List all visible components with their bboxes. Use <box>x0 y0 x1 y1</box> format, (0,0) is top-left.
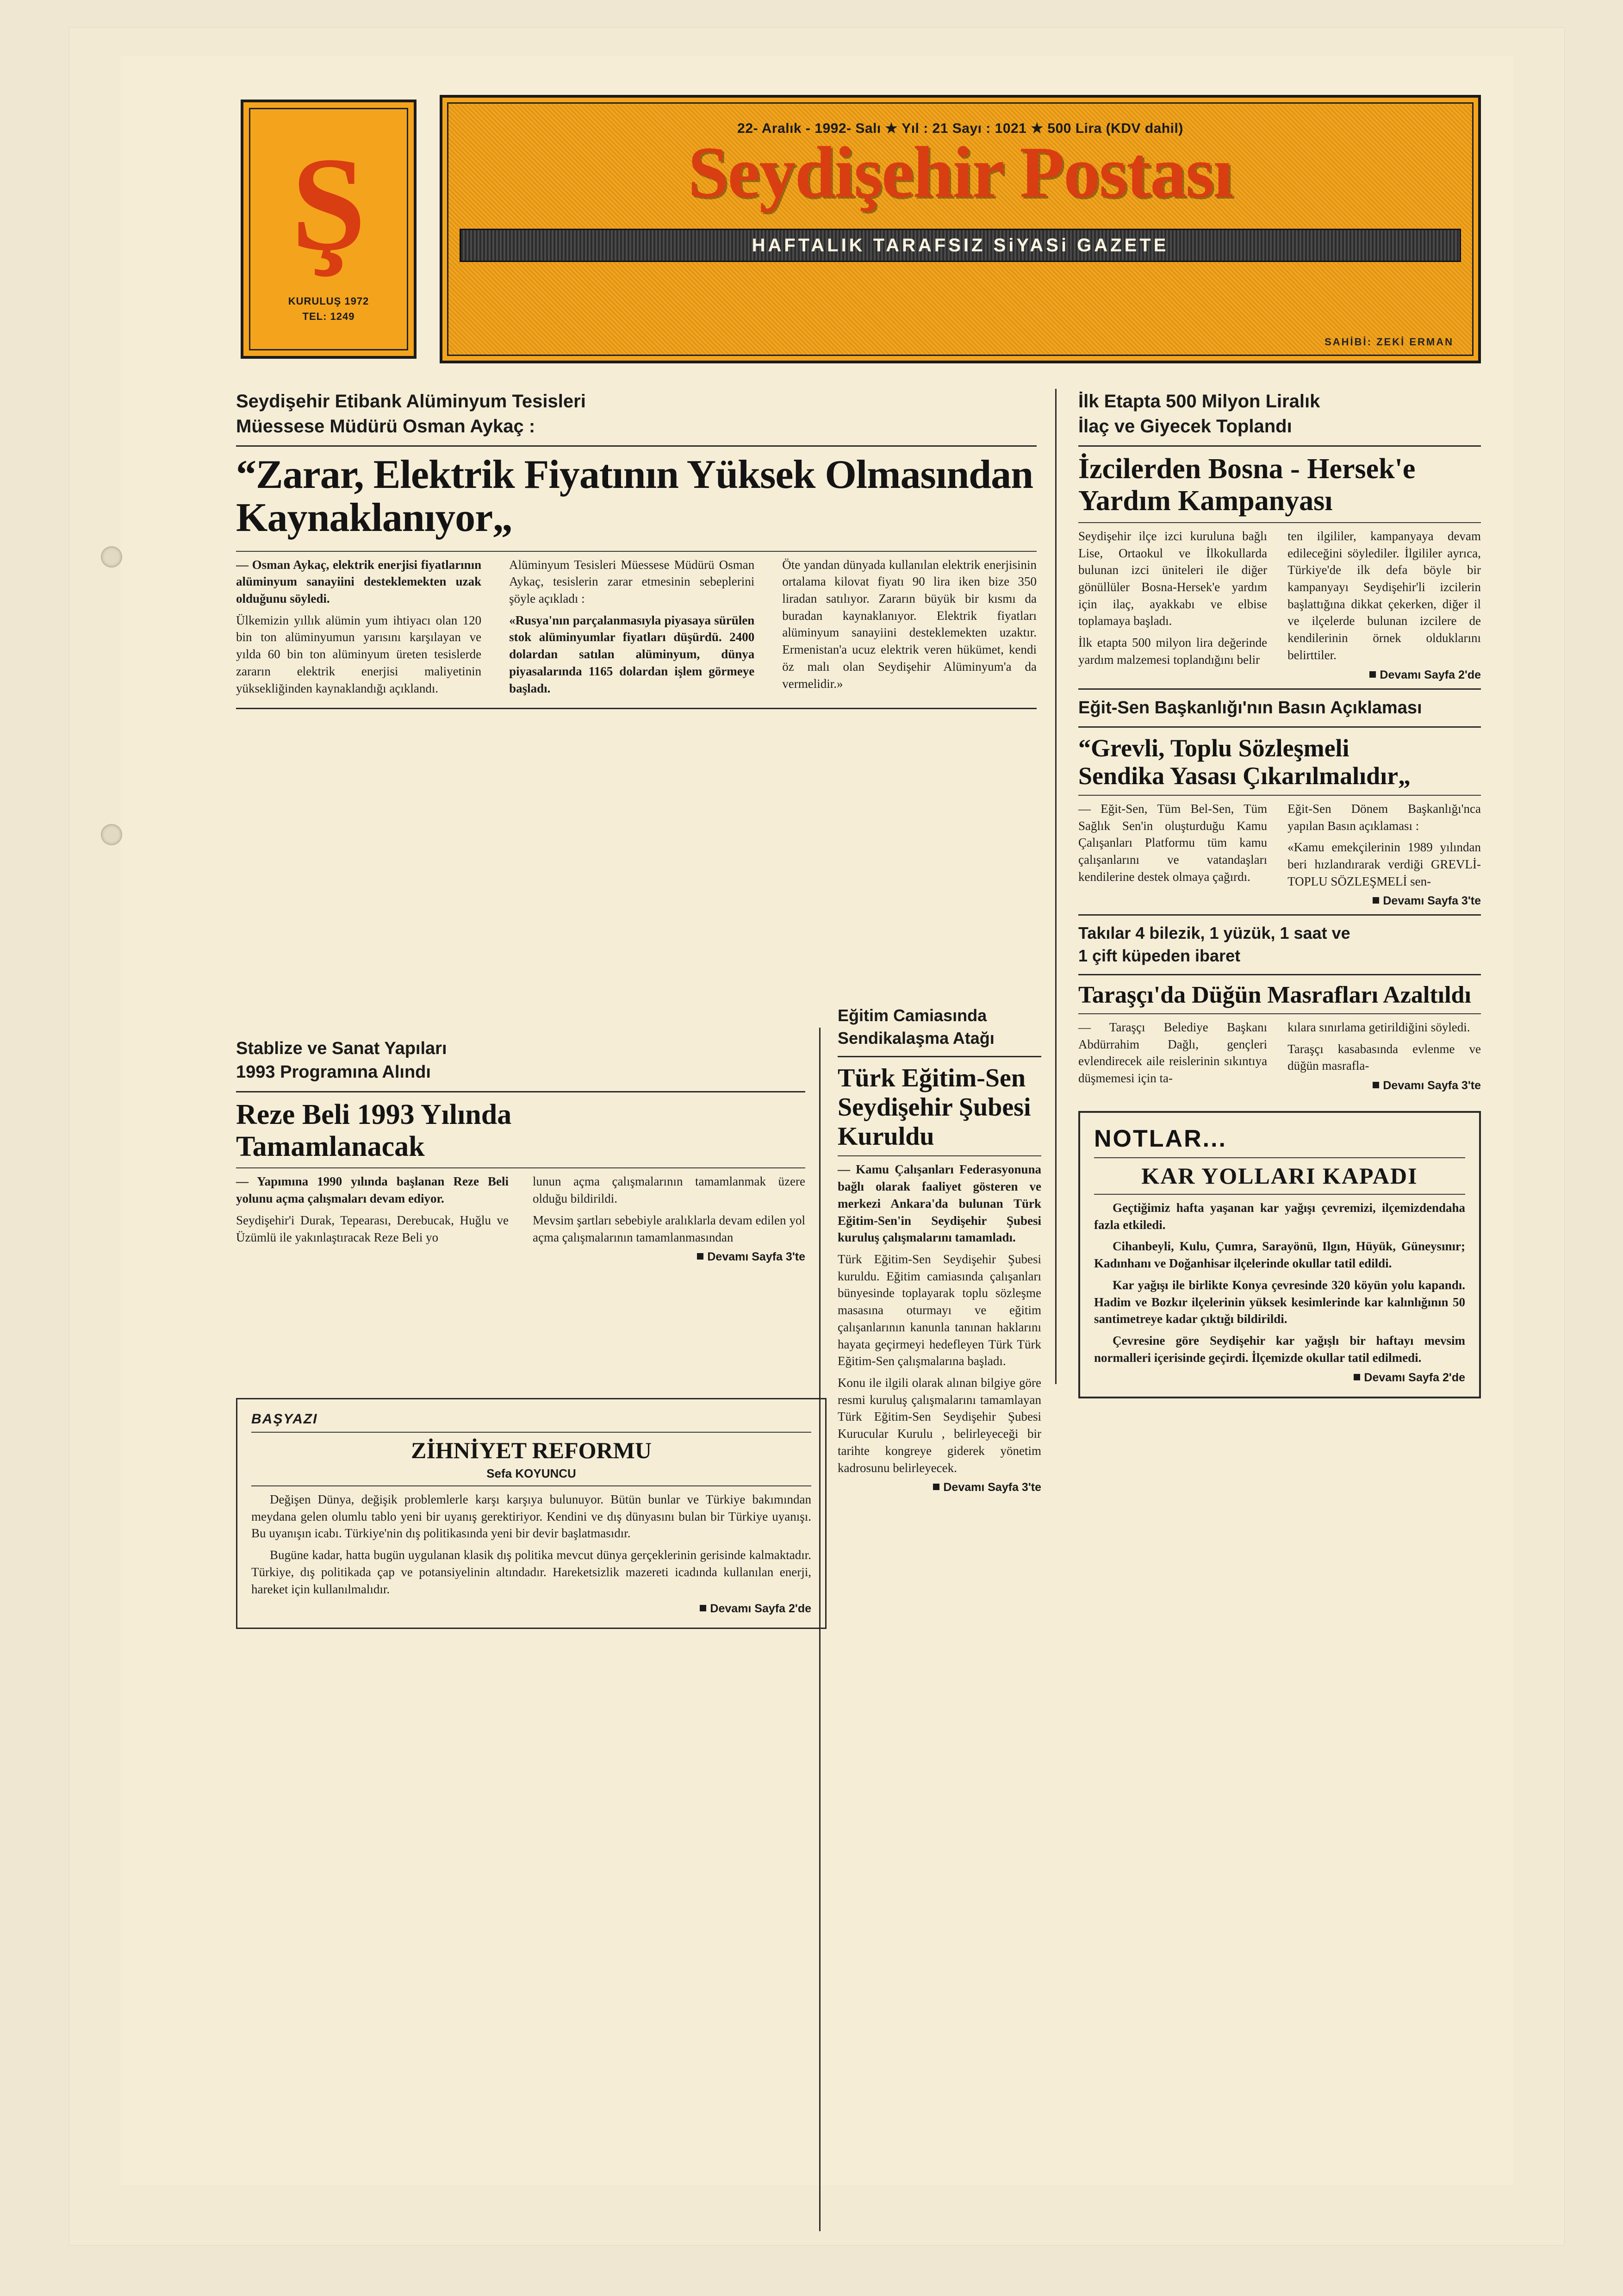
stablize-col1-body: Seydişehir'i Durak, Tepearası, Derebucak, Huğlu ve Üzümlü ile yakınlaştıracak Reze Beli yo <box>236 1213 509 1244</box>
izciler-kicker <box>1078 389 1481 439</box>
newspaper-sheet <box>120 56 1513 2185</box>
egitsen-columns <box>1078 800 1481 908</box>
divider <box>1094 1194 1465 1195</box>
egitsen-col1: — Eğit-Sen, Tüm Bel-Sen, Tüm Sağlık Sen'in oluşturduğu Kamu Çalışanları Platformu tüm kamu çalışanlarını ve vatandaşları kendilerine destek olmaya çağırdı. <box>1078 801 1268 884</box>
egitim-headline <box>838 1064 1041 1151</box>
divider <box>236 445 1037 447</box>
notlar-paragraph-2: Cihanbeyli, Kulu, Çumra, Sarayönü, Ilgın, Hüyük, Güneysınır; Kadınhanı ve Doğanhisar ilçelerinde okullar tatil edildi. <box>1094 1239 1465 1271</box>
egitsen-continuation[interactable]: Devamı Sayfa 3'te <box>1287 894 1481 908</box>
masthead-tagline: HAFTALIK TARAFSIZ SiYASi GAZETE <box>752 235 1169 256</box>
divider <box>1078 688 1481 690</box>
stablize-column-2 <box>521 1173 805 1264</box>
egitsen-headline <box>1078 734 1481 790</box>
lead-article <box>236 389 1037 716</box>
egitsen-headline-line1: “Grevli, Toplu Sözleşmeli <box>1078 734 1349 762</box>
stablize-col2-body: lunun açma çalışmalarının tamamlanmak üzere olduğu bildirildi. <box>533 1174 805 1206</box>
masthead-owner: SAHİBİ: ZEKİ ERMAN <box>1325 336 1454 348</box>
tarasci-kicker-line2: 1 çift küpeden ibaret <box>1078 946 1241 966</box>
tarasci-column-2 <box>1277 1019 1481 1092</box>
izciler-col1-p1: Seydişehir ilçe izci kuruluna bağlı Lise, Ortaokul ve İlkokullarda bulunan izci üniteleri ile diğer gönüllüler Bosna-Hersek'e yardım için ilaç, ayakkabı ve elbise toplamaya başladı. <box>1078 529 1268 628</box>
column-rule <box>819 1028 821 2231</box>
lead-column-1 <box>236 556 495 702</box>
masthead <box>440 95 1481 363</box>
notlar-title: KAR YOLLARI KAPADI <box>1141 1163 1418 1189</box>
editorial-box <box>236 1398 827 1629</box>
divider <box>251 1485 811 1486</box>
egitsen-headline-line2: Sendika Yasası Çıkarılmalıdır„ <box>1078 762 1411 790</box>
lead-col2-body: «Rusya'nın parçalanmasıyla piyasaya sürülen stok alüminyumlar fiyatları düşürdü. 2400 dolardan satılan alüminyum, dünya piyasalarında 1165 dolardan işlem görmeye başladı. <box>509 613 755 695</box>
lead-col2-lead: Alüminyum Tesisleri Müessese Müdürü Osman Aykaç, tesislerin zarar etmesinin sebeplerini şöyle açıkladı : <box>509 557 755 605</box>
egitsen-col2-a: Eğit-Sen Dönem Başkanlığı'nca yapılan Basın açıklaması : <box>1287 801 1481 833</box>
notlar-continuation[interactable]: Devamı Sayfa 2'de <box>1094 1371 1465 1385</box>
square-bullet-icon <box>1369 671 1376 678</box>
square-bullet-icon <box>697 1253 703 1260</box>
page-title: Seydişehir Postası <box>688 132 1233 213</box>
egitim-headline-line3: Kuruldu <box>838 1122 934 1151</box>
notlar-box <box>1078 1111 1481 1398</box>
izciler-kicker-line1: İlk Etapta 500 Milyon Liralık <box>1078 391 1320 412</box>
masthead-tagline-bar <box>460 229 1461 262</box>
izciler-headline-line2: Yardım Kampanyası <box>1078 485 1333 517</box>
editorial-paragraph-2: Bugüne kadar, hatta bugün uygulanan klasik dış politika mevcut dünya gerçeklerinin gerisinde kalmaktadır. Türkiye, dış politikada çap ve potansiyelinin altındadır. Hareketsizlik mazereti icadında kullanılan enerji, hareket için kullanılmalıdır. <box>251 1548 811 1596</box>
lead-col1-lead: — Osman Aykaç, elektrik enerjisi fiyatlarının alüminyum sanayiini desteklemekten uzak olduğunu söyledi. <box>236 557 482 605</box>
editorial-continuation[interactable]: Devamı Sayfa 2'de <box>251 1602 811 1616</box>
divider <box>838 1155 1041 1156</box>
egitsen-article <box>1078 696 1481 916</box>
izciler-column-2 <box>1277 528 1481 682</box>
editorial-tag: BAŞYAZI <box>251 1411 318 1427</box>
notlar-paragraph-3: Kar yağışı ile birlikte Konya çevresinde 320 köyün yolu kapandı. Hadim ve Bozkır ilçelerinin yüksek kesimlerinde kar kalınlığının 50 santimetreye kadar çıktığı bildirildi. <box>1094 1278 1465 1326</box>
divider <box>236 551 1037 552</box>
egitim-paragraph-1: Türk Eğitim-Sen Seydişehir Şubesi kuruldu. Eğitim camiasında çalışanları bünyesinde toplayarak toplu sözleşme masasına oturmayı ve eğitim çalışanlarının kanunla tanınan haklarını hayata geçirmeyi hedefleyen Türk Türk Eğitim-Sen çalışmalarına başladı. <box>838 1252 1041 1368</box>
lead-kicker-line2: Müessese Müdürü Osman Aykaç : <box>236 416 535 437</box>
square-bullet-icon <box>1373 1082 1379 1088</box>
divider <box>1078 795 1481 796</box>
stablize-columns <box>236 1173 805 1264</box>
logo-frame <box>249 108 408 350</box>
divider <box>1078 1013 1481 1014</box>
stablize-continuation[interactable]: Devamı Sayfa 3'te <box>533 1250 805 1264</box>
tarasci-col2-a: kılara sınırlama getirildiğini söyledi. <box>1287 1020 1470 1034</box>
lead-column-3 <box>768 556 1037 702</box>
lead-column-2 <box>495 556 768 702</box>
stablize-kicker-line1: Stablize ve Sanat Yapıları <box>236 1039 447 1058</box>
newspaper-logo <box>241 100 417 359</box>
egitsen-kicker: Eğit-Sen Başkanlığı'nın Basın Açıklaması <box>1078 698 1422 718</box>
lead-headline: “Zarar, Elektrik Fiyatının Yüksek Olmasından Kaynaklanıyor„ <box>236 452 1033 541</box>
stablize-headline <box>236 1099 805 1163</box>
editorial-author: Sefa KOYUNCU <box>486 1466 576 1480</box>
tarasci-kicker <box>1078 922 1481 967</box>
divider <box>1078 974 1481 975</box>
divider <box>1078 914 1481 916</box>
egitsen-col2-b: «Kamu emekçilerinin 1989 yılından beri hızlandırarak verdiği GREVLİ-TOPLU SÖZLEŞMELİ sen- <box>1287 840 1481 888</box>
izciler-col1-p2: İlk etapta 500 milyon lira değerinde yardım malzemesi toplandığını belir <box>1078 636 1268 667</box>
editorial-paragraph-1: Değişen Dünya, değişik problemlerle karşı karşıya bulunuyor. Bütün bunlar ve Türkiye bakımından meydana gelen olumlu tablo yeni bir uyanış gerektiriyor. Kendini ve dış dünyasını bulan bir Türkiye uyanışı. Bu uyanışın icabı. Türkiye'nin dış politikasında yeni bir devir başlatmasıdır. <box>251 1492 811 1541</box>
divider <box>1078 445 1481 447</box>
tarasci-continuation[interactable]: Devamı Sayfa 3'te <box>1287 1079 1481 1092</box>
editorial-title: ZİHNİYET REFORMU <box>411 1437 652 1463</box>
stablize-col2-body2: Mevsim şartları sebebiyle aralıklarla devam edilen yol açma çalışmalarının tamamlanmasından <box>533 1213 805 1244</box>
stablize-article <box>236 1037 805 1264</box>
masthead-dateline: 22- Aralık - 1992- Salı ★ Yıl : 21 Sayı : 1021 ★ 500 Lira (KDV dahil) <box>737 121 1183 136</box>
tarasci-headline: Taraşçı'da Düğün Masrafları Azaltıldı <box>1078 981 1471 1008</box>
stablize-headline-line1: Reze Beli 1993 Yılında <box>236 1098 512 1130</box>
divider <box>236 708 1037 709</box>
divider <box>838 1056 1041 1057</box>
izciler-continuation[interactable]: Devamı Sayfa 2'de <box>1287 668 1481 682</box>
stablize-column-1 <box>236 1173 521 1264</box>
newspaper-page <box>69 28 1564 2245</box>
egitim-continuation[interactable]: Devamı Sayfa 3'te <box>838 1481 1041 1494</box>
stablize-headline-line2: Tamamlanacak <box>236 1131 425 1163</box>
egitim-kicker-line1: Eğitim Camiasında <box>838 1006 987 1025</box>
notlar-paragraph-4: Çevresine göre Seydişehir kar yağışlı bir haftayı mevsim normalleri içerisinde geçirdi. İlçemizde okullar tatil edilmedi. <box>1094 1334 1465 1365</box>
divider <box>1078 522 1481 523</box>
punch-hole <box>101 824 122 845</box>
izciler-columns <box>1078 528 1481 682</box>
tarasci-col2-b: Taraşçı kasabasında evlenme ve düğün masrafla- <box>1287 1042 1481 1073</box>
divider <box>1094 1157 1465 1158</box>
stablize-col1-lead: — Yapımına 1990 yılında başlanan Reze Beli yolunu açma çalışmaları devam ediyor. <box>236 1174 509 1206</box>
izciler-headline <box>1078 453 1481 518</box>
punch-hole <box>101 546 122 568</box>
lead-columns <box>236 556 1037 702</box>
square-bullet-icon <box>700 1605 706 1611</box>
notlar-label: NOTLAR... <box>1094 1125 1227 1153</box>
egitim-headline-line1: Türk Eğitim-Sen <box>838 1064 1026 1093</box>
lead-kicker <box>236 389 1037 439</box>
divider <box>251 1432 811 1433</box>
lead-col1-body: Ülkemizin yıllık alümin yum ihtiyacı olan 120 bin ton alüminyumun yarısını karşılayan ve yılda 60 bin ton alüminyum üreten tesislerde zararın elektrik enerjisi maliyetinin yüksekliğinden kaynaklandığı açıklandı. <box>236 613 482 695</box>
lead-col3-body: Öte yandan dünyada kullanılan elektrik enerjisinin ortalama kilovat fiyatı 90 lira iken bize 350 liradan satılıyor. Zararın büyük bir kısmı da buradan kaynaklanıyor. Elektrik fiyatları alüminyum sanayiini desteklemekten uzaktır. Ermenistan'a ucuz elektrik veren hükümet, kendi öz malı olan Seydişehir Alüminyum'a da vermelidir.» <box>782 557 1037 691</box>
egitim-headline-line2: Seydişehir Şubesi <box>838 1092 1031 1122</box>
tarasci-columns <box>1078 1019 1481 1092</box>
izciler-col2-p1: ten ilgililer, kampanyaya devam edileceğini söylediler. İlgililer ayrıca, Türkiye'de ilk defa böyle bir kampanyayı Seydişehir'li izcilerin başlattığına dikkat çekerken, diğer il ve ilçelerde bulunan izcilere de kendilerinin örnek olduklarını belirttiler. <box>1287 529 1481 662</box>
notlar-paragraph-1: Geçtiğimiz hafta yaşanan kar yağışı çevremizi, ilçemizdendaha fazla etkiledi. <box>1094 1201 1465 1232</box>
logo-glyph-icon: Ş <box>291 130 366 278</box>
izciler-kicker-line2: İlaç ve Giyecek Toplandı <box>1078 416 1292 437</box>
lead-kicker-line1: Seydişehir Etibank Alüminyum Tesisleri <box>236 391 586 412</box>
egitsen-column-2 <box>1277 800 1481 908</box>
stablize-kicker-line2: 1993 Programına Alındı <box>236 1062 431 1082</box>
izciler-article <box>1078 389 1481 1398</box>
masthead-frame <box>447 102 1474 356</box>
divider <box>236 1167 805 1168</box>
divider <box>236 1091 805 1092</box>
logo-phone: TEL: 1249 <box>302 311 355 322</box>
egitim-lead: — Kamu Çalışanları Federasyonuna bağlı olarak faaliyet gösteren ve merkezi Ankara'da bulunan Türk Eğitim-Sen'in Seydişehir Şubesi kuruluş çalışmalarını tamamladı. <box>838 1162 1041 1245</box>
square-bullet-icon <box>933 1484 939 1490</box>
egitsen-column-1 <box>1078 800 1277 908</box>
izciler-headline-line1: İzcilerden Bosna - Hersek'e <box>1078 453 1416 485</box>
square-bullet-icon <box>1354 1374 1360 1380</box>
egitim-article <box>838 1004 1041 1494</box>
divider <box>1078 726 1481 728</box>
square-bullet-icon <box>1373 897 1379 904</box>
tarasci-kicker-line1: Takılar 4 bilezik, 1 yüzük, 1 saat ve <box>1078 923 1350 943</box>
egitim-kicker-line2: Sendikalaşma Atağı <box>838 1028 995 1048</box>
column-rule <box>1055 389 1057 1384</box>
tarasci-column-1 <box>1078 1019 1277 1092</box>
tarasci-article <box>1078 922 1481 1092</box>
izciler-column-1 <box>1078 528 1277 682</box>
stablize-kicker <box>236 1037 805 1085</box>
logo-founded: KURULUŞ 1972 <box>288 295 369 307</box>
logo-caption <box>250 293 407 324</box>
egitim-kicker <box>838 1004 1041 1049</box>
tarasci-col1: — Taraşçı Belediye Başkanı Abdürrahim Dağlı, gençleri evlendirecek aile reislerinin sıkıntıya düşmemesi için ta- <box>1078 1020 1268 1086</box>
egitim-paragraph-2: Konu ile ilgili olarak alınan bilgiye göre resmi kuruluş çalışmalarını tamamlayan Türk Eğitim-Sen Seydişehir Şubesi Kurucular Kurulu , belirleyeceği bir tarihte kongreye giderek yönetim kadrosunu belirleyecek. <box>838 1375 1041 1475</box>
